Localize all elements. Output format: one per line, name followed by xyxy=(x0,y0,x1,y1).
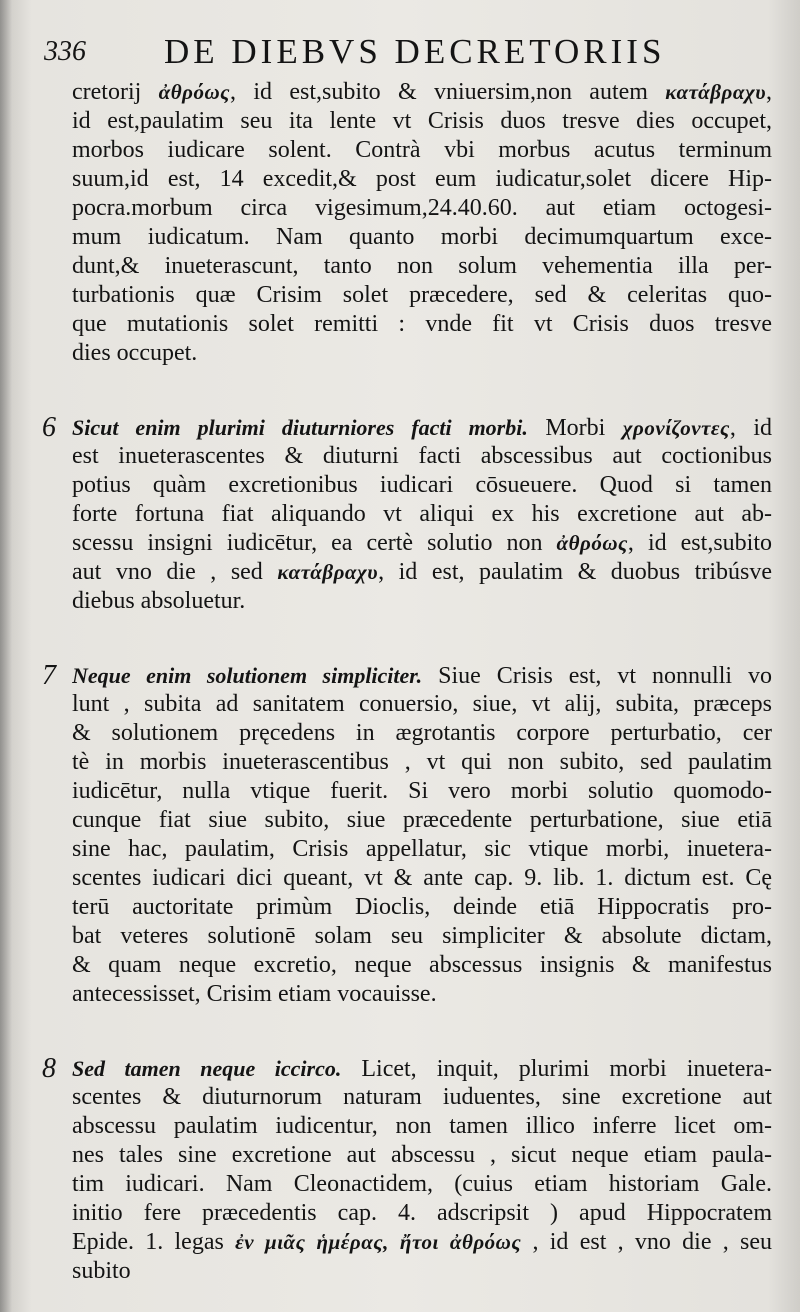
text-line xyxy=(72,835,772,864)
note-number: 8 xyxy=(42,1053,56,1084)
text-segment: terū auctoritate primùm Dioclis, deinde etiā Hippocratis pro- xyxy=(72,894,772,920)
text-line xyxy=(72,777,772,806)
text-line xyxy=(72,719,772,748)
text-segment: , id est,subito xyxy=(627,530,772,556)
text-line xyxy=(72,661,772,690)
text-segment: diebus absoluetur. xyxy=(72,588,246,614)
greek-term: κατάβραχυ xyxy=(665,80,766,104)
text-line xyxy=(72,281,772,310)
text-line xyxy=(72,1257,772,1286)
text-segment: , id xyxy=(729,415,772,441)
note-number: 6 xyxy=(42,412,56,443)
text-line xyxy=(72,1228,772,1257)
note-number: 7 xyxy=(42,660,56,691)
text-segment: iudicētur, nulla vtique fuerit. Si vero morbi solutio quomodo- xyxy=(72,778,772,804)
text-segment: scentes iudicari dici queant, vt & ante cap. 9. lib. 1. dictum est. Cę xyxy=(72,865,772,891)
main-text xyxy=(42,78,772,1286)
text-line xyxy=(72,558,772,587)
text-segment: aut vno die , sed xyxy=(72,559,278,585)
text-line xyxy=(72,136,772,165)
text-segment: cretorij xyxy=(72,79,159,105)
text-line xyxy=(72,223,772,252)
text-segment: Epide. 1. legas xyxy=(72,1229,236,1255)
text-line xyxy=(72,922,772,951)
text-line xyxy=(72,893,772,922)
text-segment: bat veteres solutionē solam seu simpliciter & absolute dictam, xyxy=(72,923,772,949)
text-segment: tè in morbis inueterascentibus , vt qui non subito, sed paulatim xyxy=(72,749,772,775)
text-segment: & solutionem pręcedens in ægrotantis corpore perturbatio, cer xyxy=(72,720,772,746)
commentary-paragraph xyxy=(72,78,772,368)
text-segment: est inueterascentes & diuturni facti abscessibus aut coctionibus xyxy=(72,443,772,469)
commentary-paragraph xyxy=(42,412,772,616)
text-line xyxy=(72,310,772,339)
text-line xyxy=(72,107,772,136)
lemma-quote: Neque enim solutionem simpliciter. xyxy=(72,663,423,688)
text-segment: dies occupet. xyxy=(72,340,198,366)
greek-term: κατάβραχυ xyxy=(277,560,379,584)
text-segment: tim iudicari. Nam Cleonactidem, (cuius etiam historiam Gale. xyxy=(72,1171,772,1197)
commentary-paragraph xyxy=(42,660,772,1009)
text-line xyxy=(72,1199,772,1228)
text-line xyxy=(72,500,772,529)
text-line xyxy=(72,252,772,281)
greek-term: ἀθρόως xyxy=(556,531,628,555)
text-line xyxy=(72,442,772,471)
text-segment: , id est,subito & vniuersim,non autem xyxy=(230,79,666,105)
text-segment: morbos iudicare solent. Contrà vbi morbus acutus terminum xyxy=(72,137,772,163)
text-line xyxy=(72,1054,772,1083)
text-line xyxy=(72,339,772,368)
text-segment: mum iudicatum. Nam quanto morbi decimumquartum exce- xyxy=(72,224,772,250)
text-line xyxy=(72,951,772,980)
text-line xyxy=(72,194,772,223)
text-segment: Licet, inquit, plurimi morbi inuetera- xyxy=(341,1056,772,1082)
text-segment: & quam neque excretio, neque abscessus insignis & manifestus xyxy=(72,952,772,978)
text-segment: nes tales sine excretione aut abscessu , sicut neque etiam paula- xyxy=(72,1142,772,1168)
page-header xyxy=(44,30,760,80)
text-segment: cunque fiat siue subito, siue præcedente perturbatione, siue etiā xyxy=(72,807,772,833)
text-line xyxy=(72,165,772,194)
text-segment: forte fortuna fiat aliquando vt aliqui ex his excretione aut ab- xyxy=(72,501,772,527)
text-segment: Morbi xyxy=(527,415,623,441)
text-segment: , id est , vno die , seu xyxy=(521,1229,772,1255)
running-head: DE DIEBVS DECRETORIIS xyxy=(164,32,666,71)
lemma-quote: Sed tamen neque iccirco. xyxy=(72,1056,342,1081)
text-segment: lunt , subita ad sanitatem conuersio, siue, vt alij, subita, præceps xyxy=(72,691,772,717)
text-line xyxy=(72,529,772,558)
text-line xyxy=(72,78,772,107)
greek-term: ἐν μιᾶς ἡμέρας, ἤτοι ἀθρόως xyxy=(235,1230,522,1254)
text-segment: sine hac, paulatim, Crisis appellatur, sic vtique morbi, inuetera- xyxy=(72,836,772,862)
text-line xyxy=(72,806,772,835)
lemma-quote: Sicut enim plurimi diuturniores facti morbi. xyxy=(72,415,528,440)
text-segment: id est,paulatim seu ita lente vt Crisis duos tresve dies occupet, xyxy=(72,108,772,134)
text-segment: scessu insigni iudicētur, ea certè solutio non xyxy=(72,530,557,556)
text-segment: turbationis quæ Crisim solet præcedere, sed & celeritas quo- xyxy=(72,282,772,308)
text-line xyxy=(72,1141,772,1170)
text-line xyxy=(72,748,772,777)
page-number: 336 xyxy=(44,36,86,67)
text-line xyxy=(72,1170,772,1199)
text-segment: antecessisset, Crisim etiam vocauisse. xyxy=(72,981,437,1007)
paragraph-gap xyxy=(72,1009,772,1054)
text-line xyxy=(72,1083,772,1112)
text-segment: , id est, paulatim & duobus tribúsve xyxy=(378,559,772,585)
text-segment: Siue Crisis est, vt nonnulli vo xyxy=(422,663,772,689)
text-segment: abscessu paulatim iudicentur, non tamen illico inferre licet om- xyxy=(72,1113,772,1139)
commentary-paragraph xyxy=(42,1053,772,1286)
text-segment: potius quàm excretionibus iudicari cōsueuere. Quod si tamen xyxy=(72,472,772,498)
text-segment: pocra.morbum circa vigesimum,24.40.60. aut etiam octogesi- xyxy=(72,195,772,221)
text-segment: que mutationis solet remitti : vnde fit vt Crisis duos tresve xyxy=(72,311,772,337)
binding-shadow xyxy=(0,0,12,1312)
text-segment: initio fere præcedentis cap. 4. adscripsit ) apud Hippocratem xyxy=(72,1200,772,1226)
text-line xyxy=(72,471,772,500)
text-segment: , xyxy=(766,79,772,105)
text-line xyxy=(72,587,772,616)
text-line xyxy=(72,864,772,893)
paragraph-gap xyxy=(72,616,772,661)
text-line xyxy=(72,413,772,442)
text-segment: subito xyxy=(72,1258,131,1284)
text-segment: dunt,& inueterascunt, tanto non solum vehementia illa per- xyxy=(72,253,772,279)
greek-term: ἀθρόως xyxy=(158,80,231,104)
text-segment: suum,id est, 14 excedit,& post eum iudicatur,solet dicere Hip- xyxy=(72,166,772,192)
greek-term: χρονίζοντες xyxy=(622,416,730,440)
text-line xyxy=(72,1112,772,1141)
text-segment: scentes & diuturnorum naturam iuduentes, sine excretione aut xyxy=(72,1084,772,1110)
text-line xyxy=(72,690,772,719)
text-line xyxy=(72,980,772,1009)
paragraph-gap xyxy=(72,368,772,413)
